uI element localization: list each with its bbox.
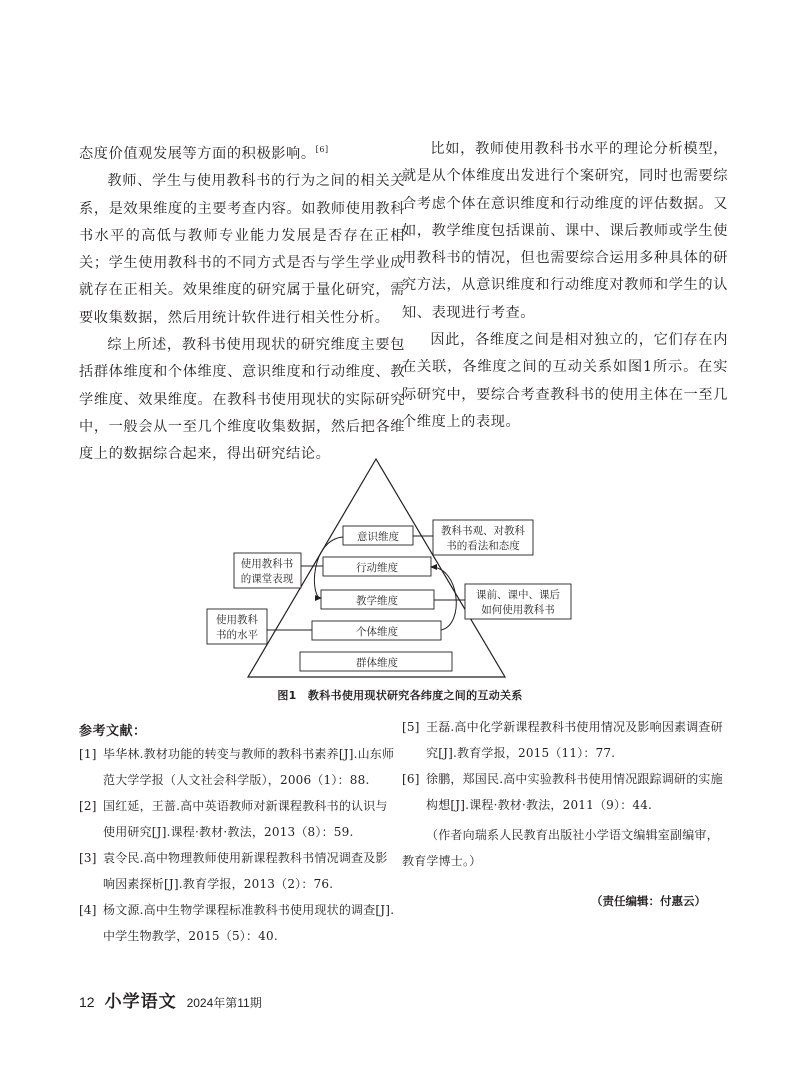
reference-item [79,845,397,897]
side-box-level-line2: 书的水平 [216,629,258,641]
reference-text: 国红延，王蔷.高中英语教师对新课程教科书的认识与使用研究[J].课程·教材·教法，2013（8）：59. [103,799,388,839]
paragraph: 教师、学生与使用教科书的行为之间的相关关系，是效果维度的主要考查内容。如教师使用教科书水平的高低与教师专业能力发展是否存在正相关；学生使用教科书的不同方式是否与学生学业成就存在正相关。效果维度的研究属于量化研究，需要收集数据，然后用统计软件进行相关性分析。 [79,173,405,326]
reference-text: 袁令民.高中物理教师使用新课程教科书情况调查及影响因素探析[J].教育学报，2013（2）：76. [103,851,388,891]
paragraph: 综上所述，教科书使用现状的研究维度主要包括群体维度和个体维度、意识维度和行动维度、教学维度、效果维度。在教科书使用现状的实际研究中，一般会从一至几个维度收集数据，然后把各维度上的数据综合起来，得出研究结论。 [79,337,405,463]
page-number: 12 [79,994,95,1010]
reference-item [79,897,397,949]
paragraph: 因此，各维度之间是相对独立的，它们存在内在关联，各维度之间的互动关系如图1所示。在实际研究中，要综合考查教科书的使用主体在一至几个维度上的表现。 [402,332,728,430]
journal-logo: 小学语文 [104,992,177,1012]
side-box-classroom-line1: 使用教科书 [240,558,294,570]
side-box-view-line1: 教科书观、对教科 [441,525,525,537]
side-box-stage-line2: 如何使用教科书 [481,604,555,616]
reference-text: 徐鹏，郑国民.高中实验教科书使用情况跟踪调研的实施构想[J].课程·教材·教法，2011（9）：44. [426,772,723,812]
reference-item [402,714,728,766]
reference-number: [5] [402,720,420,734]
level-label-group: 群体维度 [356,657,398,669]
reference-text: 杨文源.高中生物学课程标准教科书使用现状的调查[J].中学生物教学，2015（5）：40. [103,903,395,943]
level-label-teaching: 教学维度 [356,595,398,607]
reference-item [79,793,397,845]
figure-caption: 图1 教科书使用现状研究各纬度之间的互动关系 [277,689,523,702]
level-label-consciousness: 意识维度 [357,531,399,543]
references-title: 参考文献： [79,724,147,739]
level-label-action: 行动维度 [356,562,398,574]
page-footer [79,987,262,1012]
reference-number: [4] [79,903,97,917]
side-box-level-line1: 使用教科 [216,614,258,626]
reference-item [402,766,728,818]
reference-number: [6] [402,772,420,786]
reference-number: [2] [79,799,97,813]
responsible-editor: （责任编辑：付惠云） [591,894,706,908]
side-box-stage-line1: 课前、课中、课后 [476,589,560,601]
reference-number: [1] [79,747,97,761]
side-box-view-line2: 书的看法和态度 [446,540,520,552]
right-column [402,136,728,436]
references-left [79,741,397,949]
level-label-individual: 个体维度 [356,626,398,638]
references-right [402,714,728,874]
paragraph: 比如，教师使用教科书水平的理论分析模型，就是从个体维度出发进行个案研究，同时也需要综合考虑个体在意识维度和行动维度的评估数据。又如，教学维度包括课前、课中、课后教师或学生使用教科书的情况，但也需要综合运用多种具体的研究方法，从意识维度和行动维度对教师和学生的认知、表现进行考查。 [402,141,728,321]
reference-text: 毕华林.教材功能的转变与教师的教科书素养[J].山东师范大学学报（人文社会科学版），2006（1）：88. [103,747,395,787]
side-box-classroom-line2: 的课堂表现 [240,573,294,585]
paragraph: 态度价值观发展等方面的积极影响。[6] [79,145,329,162]
left-column [79,136,405,469]
citation-ref: [6] [315,145,329,154]
interaction-diagram [200,455,580,683]
issue-label: 2024年第11期 [186,996,262,1010]
author-note: （作者向瑞系人民教育出版社小学语文编辑室副编审，教育学博士。） [402,828,719,868]
arrow-individual-to-action [431,567,456,630]
reference-number: [3] [79,851,97,865]
reference-text: 王磊.高中化学新课程教科书使用情况及影响因素调查研究[J].教育学报，2015（11）：77. [426,720,723,760]
reference-item [79,741,397,793]
